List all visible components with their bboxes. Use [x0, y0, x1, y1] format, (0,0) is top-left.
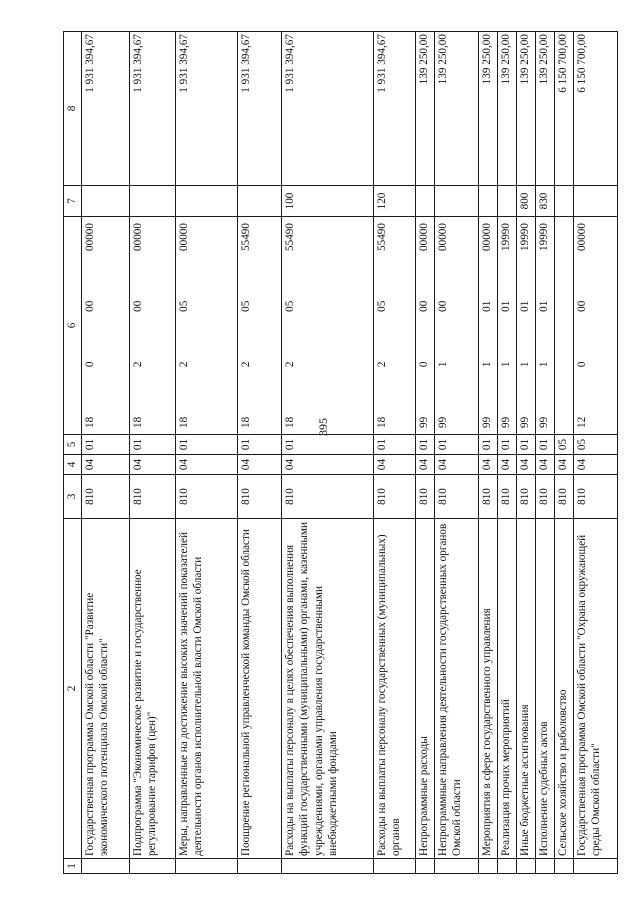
target-article-parts: [177, 219, 191, 432]
target-article-part: 55490: [376, 223, 388, 251]
budget-table: [63, 31, 618, 874]
item-name-cell: Расходы на выплаты персоналу в целях обеспечения выполнения функций государственными (муниципальными) органами, казенными учреждениями, органами управления государственными внебюджетными фондами: [282, 519, 374, 859]
target-article-part: 0: [84, 361, 96, 368]
target-article-parts: [283, 219, 297, 432]
grbs-code-cell: 810: [536, 475, 555, 519]
target-article-part: 1: [437, 361, 449, 368]
target-article-parts: [480, 219, 494, 432]
row-index-cell: [282, 859, 374, 874]
subsection-code-cell: 01: [130, 435, 176, 455]
header-cell-4: 4: [64, 455, 82, 475]
header-cell-2: 2: [64, 519, 82, 859]
expense-type-cell: 100: [282, 186, 374, 217]
target-article-part: 00000: [84, 223, 96, 251]
expense-type-cell: [176, 186, 238, 217]
row-index-cell: [517, 859, 536, 874]
table-row: [282, 32, 374, 874]
target-article-part: 99: [519, 416, 531, 428]
header-cell-6: 6: [64, 217, 82, 435]
target-article-parts: [83, 219, 97, 432]
amount-cell: 139 250,00: [536, 32, 555, 186]
page-number: 395: [316, 418, 330, 436]
target-article-part: 01: [519, 300, 531, 312]
section-code-cell: 04: [498, 455, 517, 475]
table-row: [176, 32, 238, 874]
section-code-cell: 04: [416, 455, 435, 475]
grbs-code-cell: 810: [130, 475, 176, 519]
grbs-code-cell: 810: [416, 475, 435, 519]
item-name-cell: Сельское хозяйство и рыболовство: [555, 519, 574, 859]
item-name-cell: Непрограммные расходы: [416, 519, 435, 859]
item-name-cell: Государственная программа Омской области "Развитие экономического потенциала Омской области": [82, 519, 130, 859]
target-article-part: 18: [284, 416, 296, 428]
table-row: [435, 32, 479, 874]
item-name-cell: Расходы на выплаты персоналу государственных (муниципальных) органов: [374, 519, 416, 859]
target-article-part: 00: [576, 300, 588, 312]
row-index-cell: [498, 859, 517, 874]
target-article-part: 00: [418, 300, 430, 312]
target-article-part: 99: [500, 416, 512, 428]
section-code-cell: 04: [479, 455, 498, 475]
header-cell-1: 1: [64, 859, 82, 874]
row-index-cell: [82, 859, 130, 874]
section-code-cell: 04: [536, 455, 555, 475]
target-article-parts: [436, 219, 450, 432]
subsection-code-cell: 01: [517, 435, 536, 455]
target-article-cell: [517, 217, 536, 435]
section-code-cell: 04: [176, 455, 238, 475]
grbs-code-cell: 810: [479, 475, 498, 519]
target-article-part: 00000: [481, 223, 493, 251]
amount-cell: 139 250,00: [498, 32, 517, 186]
target-article-part: 00: [437, 300, 449, 312]
target-article-part: 99: [538, 416, 550, 428]
grbs-code-cell: 810: [435, 475, 479, 519]
target-article-part: 00000: [418, 223, 430, 251]
subsection-code-cell: 01: [238, 435, 282, 455]
target-article-part: 55490: [284, 223, 296, 251]
row-index-cell: [176, 859, 238, 874]
target-article-part: 18: [178, 416, 190, 428]
table-row: [374, 32, 416, 874]
amount-cell: 6 150 700,00: [555, 32, 574, 186]
target-article-cell: [479, 217, 498, 435]
item-name-cell: Подпрограмма "Экономическое развитие и государственное регулирование тарифов (цен)": [130, 519, 176, 859]
subsection-code-cell: 01: [416, 435, 435, 455]
expense-type-cell: [574, 186, 618, 217]
target-article-part: 18: [376, 416, 388, 428]
target-article-parts: [499, 219, 513, 432]
subsection-code-cell: 01: [176, 435, 238, 455]
section-code-cell: 04: [435, 455, 479, 475]
section-code-cell: 04: [82, 455, 130, 475]
amount-cell: 1 931 394,67: [238, 32, 282, 186]
target-article-part: 18: [84, 416, 96, 428]
table-row: [574, 32, 618, 874]
row-index-cell: [238, 859, 282, 874]
grbs-code-cell: 810: [176, 475, 238, 519]
target-article-parts: [375, 219, 389, 432]
section-code-cell: 04: [374, 455, 416, 475]
target-article-part: 01: [500, 300, 512, 312]
row-index-cell: [374, 859, 416, 874]
target-article-part: 05: [376, 300, 388, 312]
target-article-cell: [435, 217, 479, 435]
item-name-cell: Меры, направленные на достижение высоких значений показателей деятельности органов исполнительной власти Омской области: [176, 519, 238, 859]
target-article-part: 01: [481, 300, 493, 312]
subsection-code-cell: 05: [574, 435, 618, 455]
header-cell-8: 8: [64, 32, 82, 186]
table-row: [130, 32, 176, 874]
table-row: [555, 32, 574, 874]
section-code-cell: 04: [574, 455, 618, 475]
target-article-part: 1: [538, 361, 550, 368]
target-article-part: 19990: [519, 223, 531, 251]
amount-cell: 1 931 394,67: [374, 32, 416, 186]
grbs-code-cell: 810: [498, 475, 517, 519]
target-article-part: 55490: [240, 223, 252, 251]
subsection-code-cell: 01: [536, 435, 555, 455]
target-article-parts: [518, 219, 532, 432]
target-article-part: 1: [481, 361, 493, 368]
subsection-code-cell: 01: [498, 435, 517, 455]
target-article-cell: [374, 217, 416, 435]
row-index-cell: [130, 859, 176, 874]
grbs-code-cell: 810: [238, 475, 282, 519]
header-row: [64, 32, 82, 874]
item-name-cell: Реализация прочих мероприятий: [498, 519, 517, 859]
item-name-cell: Иные бюджетные ассигнования: [517, 519, 536, 859]
grbs-code-cell: 810: [282, 475, 374, 519]
subsection-code-cell: 01: [82, 435, 130, 455]
target-article-cell: [82, 217, 130, 435]
expense-type-cell: [416, 186, 435, 217]
amount-cell: 1 931 394,67: [176, 32, 238, 186]
section-code-cell: 04: [282, 455, 374, 475]
subsection-code-cell: 01: [282, 435, 374, 455]
target-article-part: 0: [418, 361, 430, 368]
expense-type-cell: [479, 186, 498, 217]
row-index-cell: [435, 859, 479, 874]
table-row: [536, 32, 555, 874]
target-article-cell: [555, 217, 574, 435]
amount-cell: 139 250,00: [517, 32, 536, 186]
amount-cell: 139 250,00: [435, 32, 479, 186]
target-article-part: 1: [500, 361, 512, 368]
expense-type-cell: 830: [536, 186, 555, 217]
target-article-part: 01: [538, 300, 550, 312]
subsection-code-cell: 05: [555, 435, 574, 455]
amount-cell: 139 250,00: [479, 32, 498, 186]
row-index-cell: [555, 859, 574, 874]
target-article-cell: [238, 217, 282, 435]
expense-type-cell: [555, 186, 574, 217]
target-article-cell: [282, 217, 374, 435]
target-article-part: 05: [240, 300, 252, 312]
header-cell-7: 7: [64, 186, 82, 217]
expense-type-cell: [130, 186, 176, 217]
expense-type-cell: 120: [374, 186, 416, 217]
target-article-cell: [498, 217, 517, 435]
target-article-part: 00000: [178, 223, 190, 251]
grbs-code-cell: 810: [555, 475, 574, 519]
row-index-cell: [574, 859, 618, 874]
grbs-code-cell: 810: [574, 475, 618, 519]
amount-cell: 6 150 700,00: [574, 32, 618, 186]
target-article-part: 1: [519, 361, 531, 368]
table-row: [498, 32, 517, 874]
target-article-part: 2: [178, 361, 190, 368]
target-article-part: 2: [132, 361, 144, 368]
row-index-cell: [536, 859, 555, 874]
target-article-part: 00: [132, 300, 144, 312]
target-article-part: 00000: [437, 223, 449, 251]
target-article-cell: [536, 217, 555, 435]
table-row: [479, 32, 498, 874]
expense-type-cell: [238, 186, 282, 217]
amount-cell: 139 250,00: [416, 32, 435, 186]
header-cell-3: 3: [64, 475, 82, 519]
section-code-cell: 04: [555, 455, 574, 475]
section-code-cell: 04: [517, 455, 536, 475]
item-name-cell: Исполнение судебных актов: [536, 519, 555, 859]
target-article-parts: [537, 219, 551, 432]
grbs-code-cell: 810: [374, 475, 416, 519]
target-article-part: 00000: [132, 223, 144, 251]
amount-cell: 1 931 394,67: [130, 32, 176, 186]
expense-type-cell: [82, 186, 130, 217]
target-article-part: 12: [576, 416, 588, 428]
target-article-parts: [575, 219, 589, 432]
subsection-code-cell: 01: [435, 435, 479, 455]
item-name-cell: Государственная программа Омской области "Охрана окружающей среды Омской области": [574, 519, 618, 859]
section-code-cell: 04: [238, 455, 282, 475]
target-article-part: 0: [576, 361, 588, 368]
target-article-part: 18: [240, 416, 252, 428]
table-row: [517, 32, 536, 874]
row-index-cell: [479, 859, 498, 874]
subsection-code-cell: 01: [374, 435, 416, 455]
target-article-part: 18: [132, 416, 144, 428]
table-row: [82, 32, 130, 874]
target-article-part: 05: [178, 300, 190, 312]
expense-type-cell: 800: [517, 186, 536, 217]
section-code-cell: 04: [130, 455, 176, 475]
amount-cell: 1 931 394,67: [82, 32, 130, 186]
row-index-cell: [416, 859, 435, 874]
grbs-code-cell: 810: [517, 475, 536, 519]
target-article-cell: [416, 217, 435, 435]
item-name-cell: Мероприятия в сфере государственного управления: [479, 519, 498, 859]
target-article-part: 99: [437, 416, 449, 428]
item-name-cell: Непрограммные направления деятельности государственных органов Омской области: [435, 519, 479, 859]
target-article-part: 19990: [500, 223, 512, 251]
target-article-parts: [417, 219, 431, 432]
header-cell-5: 5: [64, 435, 82, 455]
target-article-cell: [130, 217, 176, 435]
target-article-cell: [176, 217, 238, 435]
target-article-part: 05: [284, 300, 296, 312]
target-article-part: 00: [84, 300, 96, 312]
table-body: [64, 32, 618, 874]
target-article-part: 2: [240, 361, 252, 368]
target-article-part: 2: [284, 361, 296, 368]
expense-type-cell: [435, 186, 479, 217]
target-article-part: 19990: [538, 223, 550, 251]
target-article-part: 00000: [576, 223, 588, 251]
grbs-code-cell: 810: [82, 475, 130, 519]
target-article-part: 99: [418, 416, 430, 428]
expense-type-cell: [498, 186, 517, 217]
amount-cell: 1 931 394,67: [282, 32, 374, 186]
target-article-cell: [574, 217, 618, 435]
table-row: [416, 32, 435, 874]
target-article-parts: [131, 219, 145, 432]
target-article-part: 99: [481, 416, 493, 428]
budget-table-rotated: [63, 32, 603, 874]
target-article-parts: [239, 219, 253, 432]
subsection-code-cell: 01: [479, 435, 498, 455]
item-name-cell: Поощрение региональной управленческой команды Омской области: [238, 519, 282, 859]
target-article-part: 2: [376, 361, 388, 368]
table-row: [238, 32, 282, 874]
